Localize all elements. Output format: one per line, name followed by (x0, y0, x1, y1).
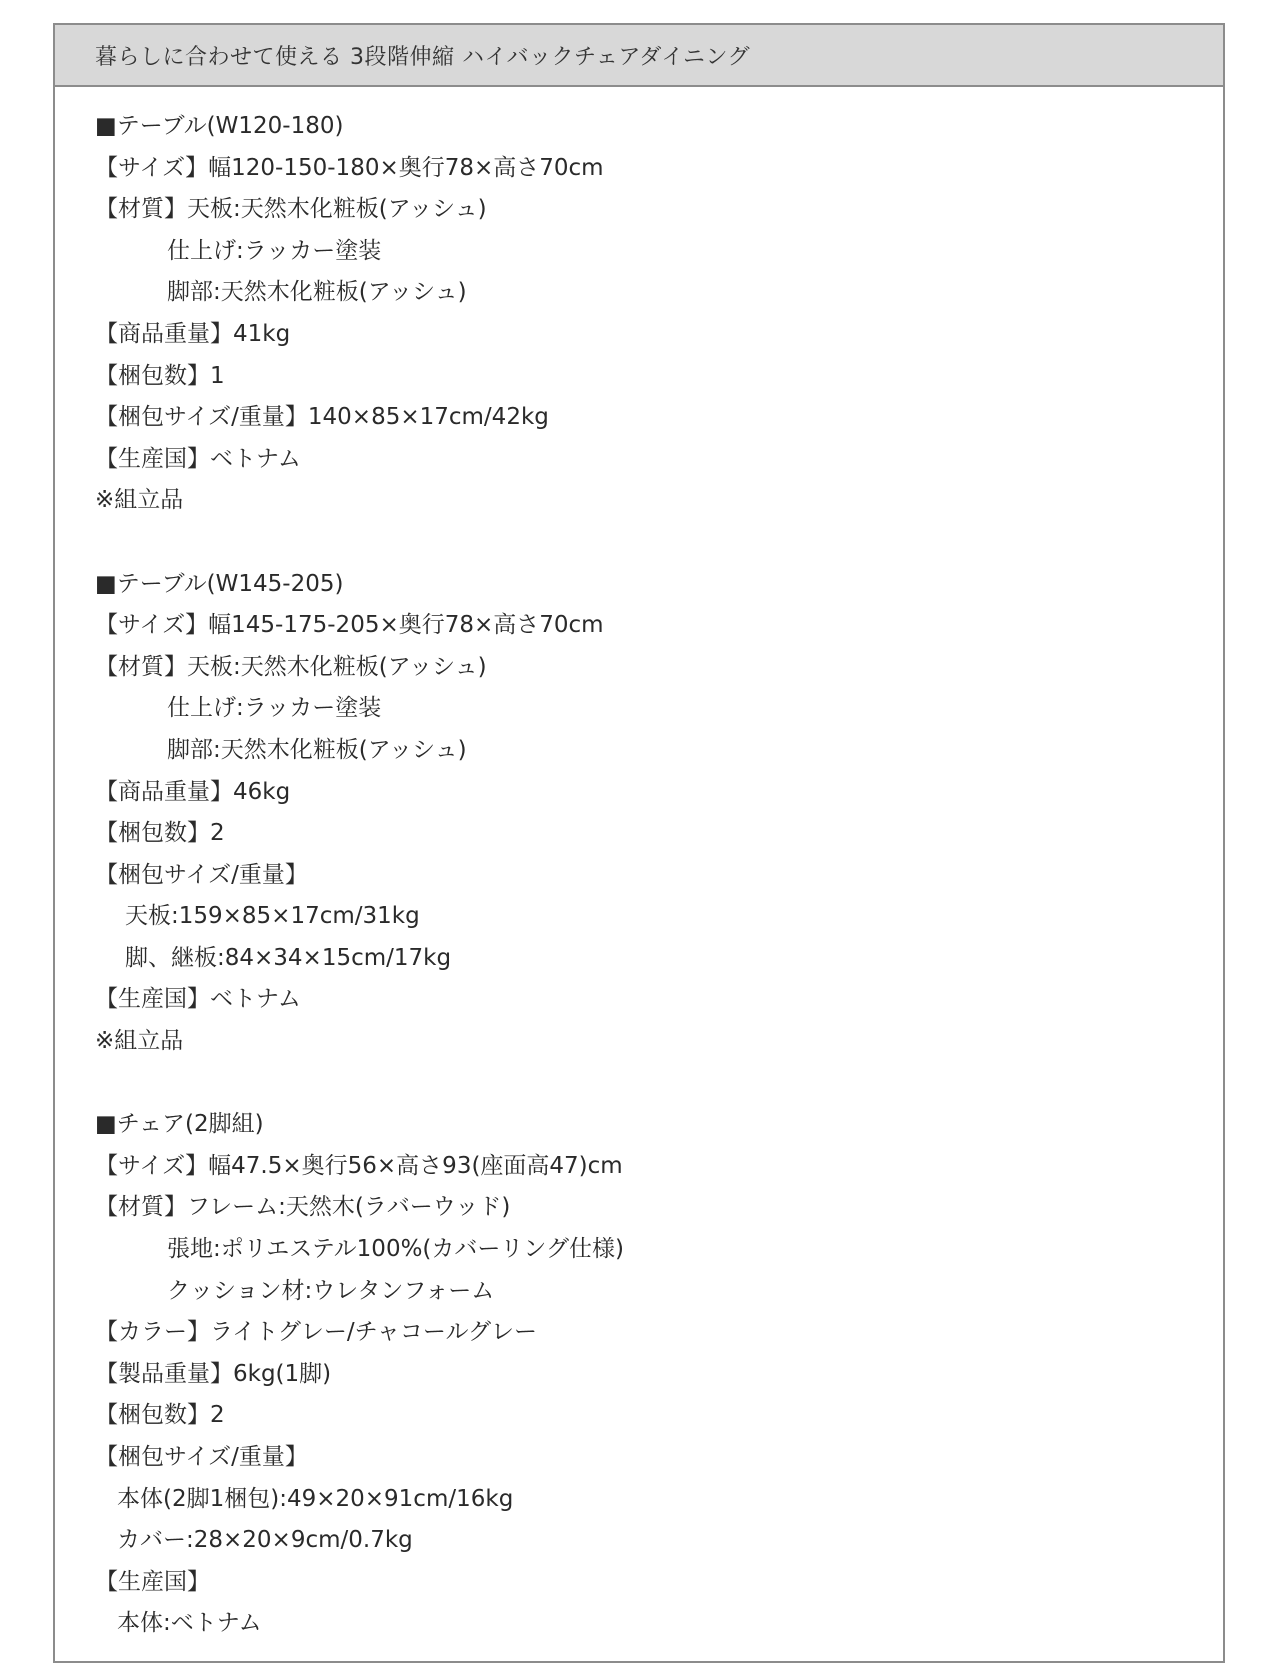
table2-packages: 【梱包数】2 (95, 820, 225, 847)
table1-packages: 【梱包数】1 (95, 362, 225, 389)
spec-body (55, 87, 1223, 1645)
chair-color: 【カラー】ライトグレー/チャコールグレー (95, 1319, 537, 1346)
chair-weight: 【製品重量】6kg(1脚) (95, 1360, 332, 1387)
chair-cushion: クッション材:ウレタンフォーム (167, 1277, 495, 1304)
table2-package-size-label: 【梱包サイズ/重量】 (95, 861, 308, 888)
chair-package-cover: カバー:28×20×9cm/0.7kg (117, 1527, 413, 1554)
page-title: 暮らしに合わせて使える 3段階伸縮 ハイバックチェアダイニング (95, 44, 751, 70)
table1-package-size: 【梱包サイズ/重量】140×85×17cm/42kg (95, 404, 549, 431)
spec-panel (53, 23, 1225, 1663)
chair-heading: ■チェア(2脚組) (95, 1111, 264, 1138)
spec-header (55, 25, 1223, 87)
table1-heading: ■テーブル(W120-180) (95, 113, 344, 139)
table2-size: 【サイズ】幅145-175-205×奥行78×高さ70cm (95, 612, 604, 639)
table2-weight: 【商品重量】46kg (95, 778, 291, 805)
chair-package-body: 本体(2脚1梱包):49×20×91cm/16kg (117, 1485, 514, 1512)
chair-size: 【サイズ】幅47.5×奥行56×高さ93(座面高47)cm (95, 1152, 623, 1179)
table1-legs: 脚部:天然木化粧板(アッシュ) (167, 279, 467, 306)
table1-finish: 仕上げ:ラッカー塗装 (167, 237, 382, 264)
table1-weight: 【商品重量】41kg (95, 320, 291, 347)
spacer (95, 1063, 1223, 1105)
table2-note: ※組立品 (95, 1028, 184, 1055)
chair-material: 【材質】フレーム:天然木(ラバーウッド) (95, 1194, 511, 1221)
chair-fabric: 張地:ポリエステル100%(カバーリング仕様) (167, 1236, 624, 1263)
chair-origin-label: 【生産国】 (95, 1568, 210, 1595)
table1-note: ※組立品 (95, 487, 184, 514)
table2-package-legs: 脚、継板:84×34×15cm/17kg (125, 944, 452, 971)
table2-legs: 脚部:天然木化粧板(アッシュ) (167, 736, 467, 763)
table2-material: 【材質】天板:天然木化粧板(アッシュ) (95, 653, 487, 680)
chair-package-size-label: 【梱包サイズ/重量】 (95, 1444, 308, 1470)
table1-size: 【サイズ】幅120-150-180×奥行78×高さ70cm (95, 154, 604, 181)
table1-origin: 【生産国】ベトナム (95, 445, 301, 472)
table2-heading: ■テーブル(W145-205) (95, 570, 344, 597)
chair-origin-body: 本体:ベトナム (117, 1610, 262, 1637)
table1-material: 【材質】天板:天然木化粧板(アッシュ) (95, 196, 487, 223)
table2-origin: 【生産国】ベトナム (95, 986, 301, 1013)
table2-finish: 仕上げ:ラッカー塗装 (167, 695, 382, 722)
chair-packages: 【梱包数】2 (95, 1402, 225, 1429)
table2-package-top: 天板:159×85×17cm/31kg (125, 903, 420, 930)
spacer (95, 522, 1223, 564)
